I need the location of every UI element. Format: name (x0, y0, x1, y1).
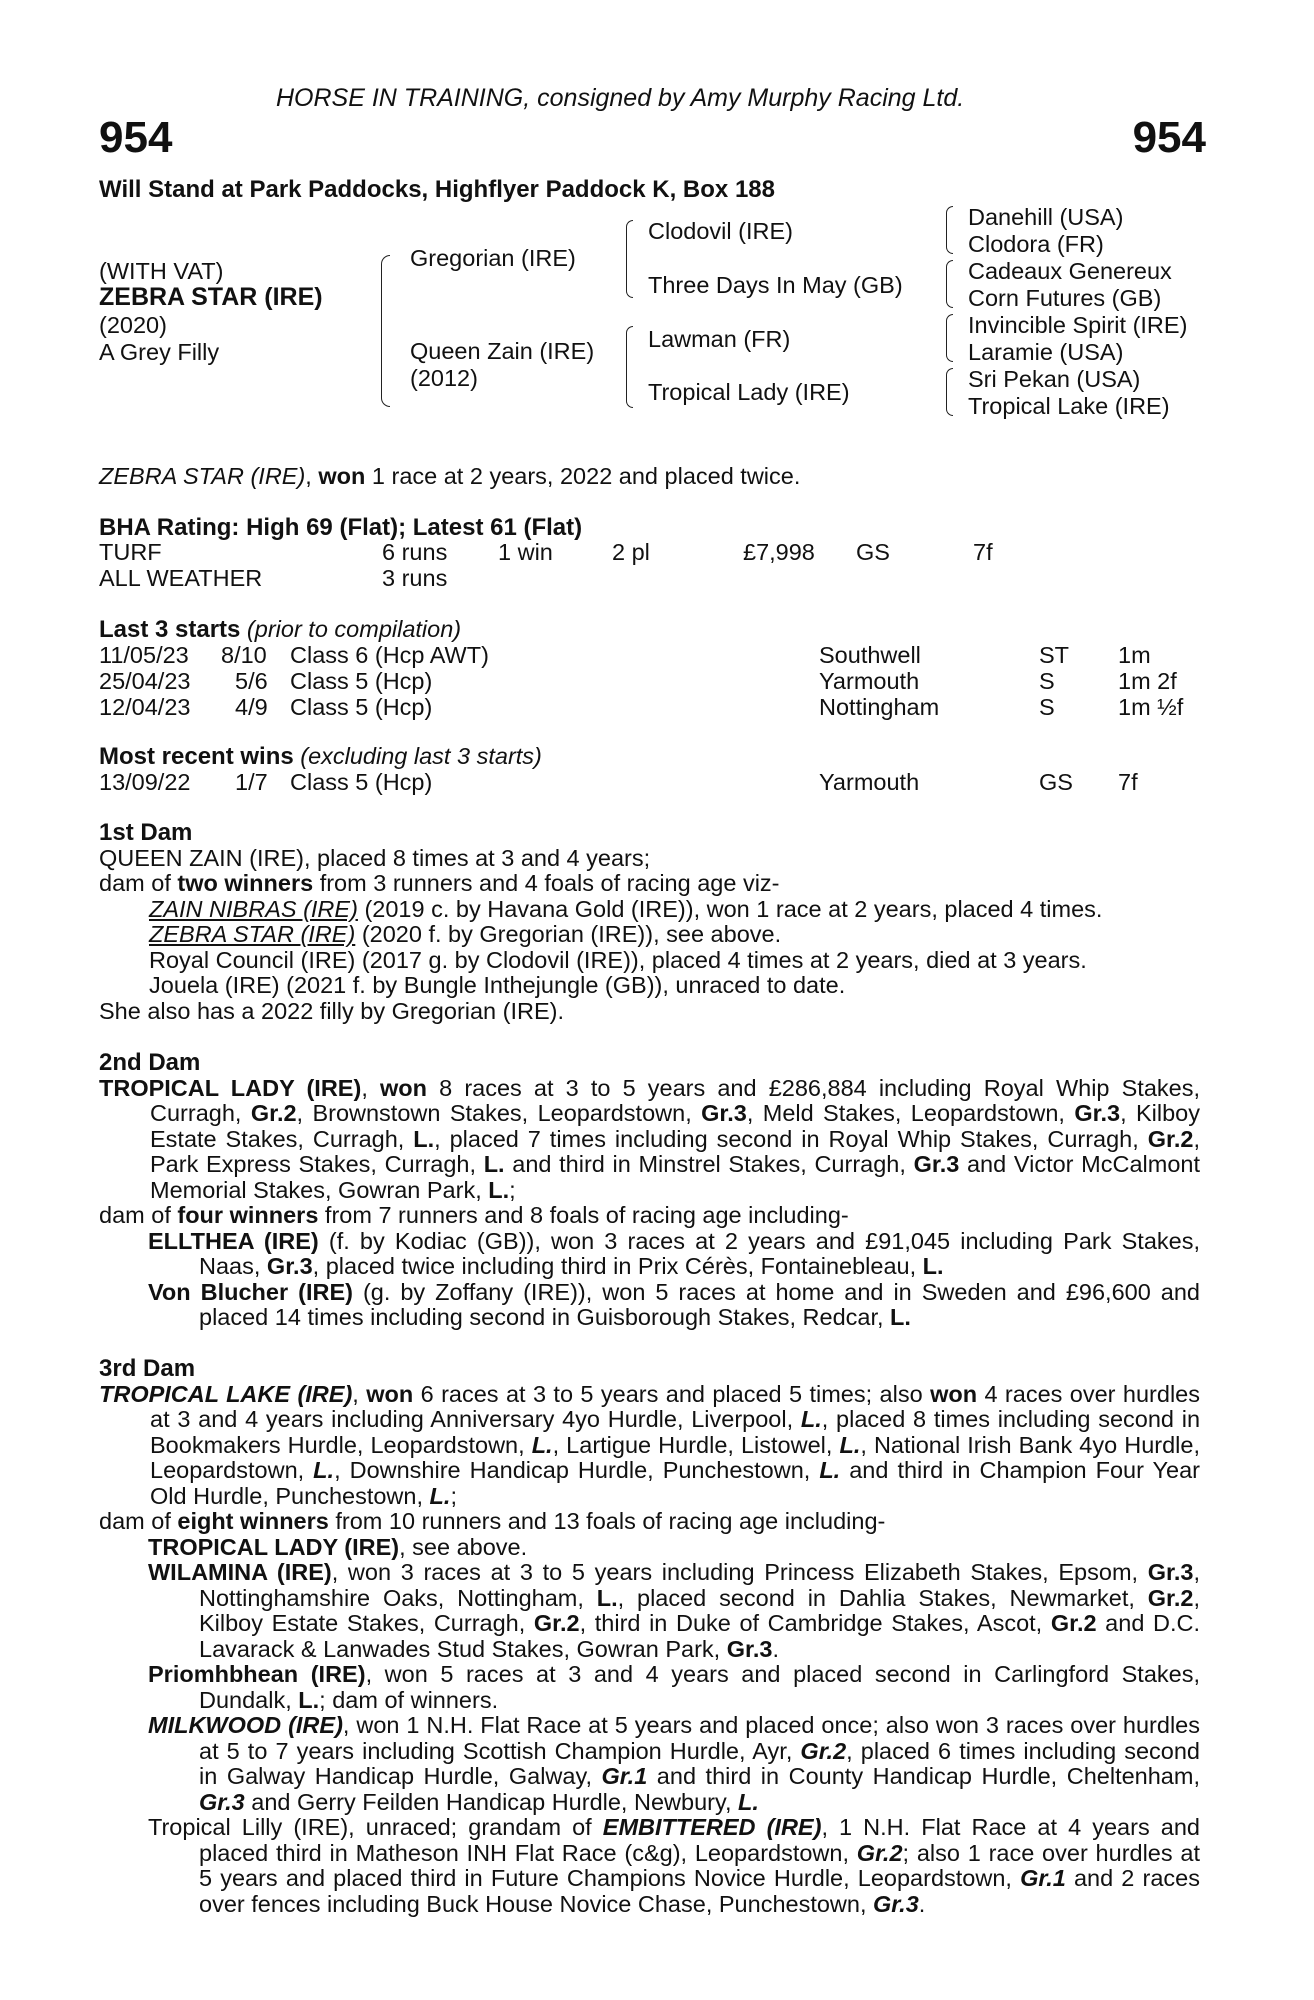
text: 4 races over hurdles at 3 and 4 years including Anniversary 4yo Hurdle, Liverpool, (150, 1380, 1200, 1432)
recent-wins-title: Most recent wins (99, 743, 294, 770)
text: ; dam of winners. (319, 1686, 499, 1713)
grade: Gr.2 (856, 1839, 903, 1866)
text: and third in Champion Four Year Old Hurdle, Punchestown, (150, 1457, 1200, 1509)
text: , Brownstown Stakes, Leopardstown, (296, 1100, 702, 1126)
grade: Gr.3 (266, 1253, 313, 1279)
consignment-line: HORSE IN TRAINING, consigned by Amy Murphy Racing Ltd. (276, 84, 965, 112)
text: , Lartigue Hurdle, Listowel, (552, 1431, 840, 1458)
race-date: 13/09/22 (99, 769, 191, 795)
pedigree-sire-sire: Clodovil (IRE) (648, 218, 793, 244)
second-dam-section (99, 1050, 1200, 1331)
text: , placed 8 times including second in Bookmakers Hurdle, Leopardstown, (150, 1406, 1201, 1458)
text: and Gerry Feilden Handicap Hurdle, Newbury, (244, 1788, 739, 1815)
first-dam-line: QUEEN ZAIN (IRE), placed 8 times at 3 and 4 years; (99, 844, 651, 871)
grade: L. (298, 1686, 320, 1713)
pedigree-dam-sire: Lawman (FR) (648, 326, 791, 352)
text: from 3 runners and 4 foals of racing age viz- (313, 870, 780, 896)
text: dam of (99, 1202, 178, 1228)
produce-name: ZEBRA STAR (IRE) (149, 921, 356, 947)
produce-item (99, 922, 1200, 948)
text: , Park Express Stakes, Curragh, (150, 1125, 1200, 1177)
grade: L. (800, 1406, 822, 1432)
rating-prize: £7,998 (743, 539, 815, 565)
race-going: ST (1039, 642, 1070, 668)
first-dam-section (99, 820, 1200, 1024)
second-dam-produce-line (99, 1203, 1200, 1229)
text: , National Irish Bank 4yo Hurdle, Leopardstown, (150, 1431, 1201, 1483)
race-class: Class 5 (Hcp) (290, 769, 433, 795)
text: , Kilboy Estate Stakes, Curragh, (150, 1100, 1200, 1152)
text: and third in County Handicap Hurdle, Cheltenham, (647, 1763, 1200, 1789)
race-date: 25/04/23 (99, 668, 191, 694)
rating-placed: 2 pl (612, 539, 650, 565)
text: , won 3 races at 3 to 5 years including Princess Elizabeth Stakes, Epsom, (331, 1559, 1148, 1585)
horse-name: ZEBRA STAR (IRE) (99, 283, 323, 311)
produce-item (99, 1713, 1200, 1815)
rating-surface: TURF (99, 539, 162, 565)
recent-wins-heading (99, 744, 542, 770)
race-going: S (1039, 668, 1055, 694)
produce-item: Jouela (IRE) (2021 f. by Bungle Inthejungle (GB)), unraced to date. (149, 972, 846, 998)
race-distance: 7f (1118, 769, 1138, 795)
race-going: GS (1039, 769, 1073, 795)
won: won (930, 1380, 978, 1407)
third-dam-heading: 3rd Dam (99, 1355, 196, 1382)
last-starts-heading (99, 617, 461, 643)
race-going: S (1039, 694, 1055, 720)
text: from 7 runners and 8 foals of racing age including- (318, 1202, 849, 1228)
pedigree-dss: Invincible Spirit (IRE) (968, 312, 1188, 338)
text: , placed 7 times including second in Royal Whip Stakes, Curragh, (434, 1125, 1148, 1152)
last-starts-note: (prior to compilation) (240, 616, 462, 642)
race-course: Yarmouth (819, 668, 920, 694)
pedigree-dsd: Laramie (USA) (968, 339, 1124, 365)
third-dam-produce-line (99, 1509, 1200, 1535)
rating-distance: 7f (973, 539, 993, 565)
pedigree-brace (946, 260, 953, 308)
race-class: Class 6 (Hcp AWT) (290, 642, 489, 668)
produce-item (99, 1535, 1200, 1561)
text: dam of (99, 870, 178, 896)
grade: L. (738, 1788, 759, 1815)
summary-horse-name: ZEBRA STAR (IRE) (99, 463, 306, 489)
produce-item (99, 1229, 1200, 1280)
text: , see above. (399, 1533, 528, 1560)
grade: Gr.2 (533, 1610, 580, 1636)
text: from 10 runners and 13 foals of racing age including- (328, 1508, 886, 1534)
grade: L. (413, 1125, 435, 1152)
text: , placed twice including third in Prix Cérès, Fontainebleau, (312, 1253, 923, 1279)
text: . (918, 1890, 926, 1917)
text: . (772, 1635, 779, 1662)
pedigree-dam-dam: Tropical Lady (IRE) (648, 379, 850, 405)
race-position: 8/10 (221, 642, 267, 668)
text: (g. by Zoffany (IRE)), won 5 races at home and in Sweden and £96,600 and placed 14 times including second in Guisborough Stakes, Redcar, (199, 1278, 1200, 1330)
text: (2019 c. by Havana Gold (IRE)), won 1 race at 2 years, placed 4 times. (357, 895, 1103, 922)
text: , Kilboy Estate Stakes, Curragh, (199, 1584, 1201, 1636)
pedigree-sire: Gregorian (IRE) (410, 245, 576, 271)
race-class: Class 5 (Hcp) (290, 668, 433, 694)
grade: Gr.3 (1147, 1559, 1194, 1585)
winners-count: eight winners (177, 1508, 329, 1534)
produce-item (99, 1560, 1200, 1662)
dam-name: TROPICAL LADY (IRE) (99, 1074, 362, 1101)
text: , Nottinghamshire Oaks, Nottingham, (199, 1559, 1200, 1611)
grade: L. (313, 1457, 335, 1483)
text: and third in Minstrel Stakes, Curragh, (504, 1151, 914, 1177)
stand-location: Will Stand at Park Paddocks, Highflyer Paddock K, Box 188 (99, 176, 775, 203)
race-row (99, 643, 1219, 669)
rating-wins: 1 win (498, 539, 553, 565)
text: Tropical Lilly (IRE), unraced; grandam of (148, 1814, 603, 1840)
grade: L. (922, 1253, 944, 1279)
grade: L. (839, 1431, 861, 1458)
pedigree-brace (626, 326, 633, 408)
grade: Gr.2 (1147, 1584, 1194, 1611)
race-class: Class 5 (Hcp) (290, 694, 433, 720)
pedigree-brace (946, 368, 953, 416)
grade: Gr.2 (1050, 1610, 1097, 1636)
produce-name: MILKWOOD (IRE) (148, 1712, 343, 1738)
text: ; (450, 1482, 457, 1509)
produce-name: Priomhbhean (IRE) (148, 1661, 366, 1687)
grade: L. (531, 1431, 553, 1458)
produce-name: TROPICAL LADY (IRE) (148, 1533, 400, 1560)
produce-name: EMBITTERED (IRE) (602, 1814, 822, 1840)
pedigree-brace (381, 255, 390, 407)
text: ; (509, 1176, 516, 1203)
grade: Gr.1 (601, 1763, 648, 1789)
third-dam-section (99, 1356, 1200, 1917)
grade: Gr.3 (701, 1100, 747, 1126)
grade: Gr.2 (250, 1100, 297, 1126)
pedigree-dam: Queen Zain (IRE) (410, 338, 595, 364)
grade: L. (890, 1304, 911, 1330)
text: (f. by Kodiac (GB)), won 3 races at 2 years and £91,045 including Park Stakes, Naas, (199, 1227, 1201, 1279)
text: and D.C. Lavarack & Lanwades Stud Stakes, Gowran Park, (199, 1610, 1200, 1662)
text: , 1 N.H. Flat Race at 4 years and placed third in Matheson INH Flat Race (c&g), Leopardstown, (199, 1814, 1200, 1866)
pedigree-brace (626, 220, 633, 298)
rating-row (99, 566, 1219, 592)
grade: L. (483, 1151, 505, 1177)
first-dam-heading: 1st Dam (99, 819, 193, 846)
dam-name: TROPICAL LAKE (IRE) (99, 1380, 353, 1407)
grade: L. (429, 1482, 451, 1509)
grade: Gr.3 (913, 1151, 960, 1177)
produce-item (99, 1280, 1200, 1331)
rating-row (99, 540, 1219, 566)
pedigree-brace (946, 206, 953, 254)
produce-item: Royal Council (IRE) (2017 g. by Clodovil (IRE)), placed 4 times at 2 years, died at 3 years. (149, 946, 1087, 973)
text: dam of (99, 1508, 178, 1534)
second-dam-heading: 2nd Dam (99, 1049, 201, 1076)
lot-number-right: 954 (1132, 113, 1206, 162)
pedigree-ssd: Clodora (FR) (968, 231, 1104, 257)
produce-item (99, 1662, 1200, 1713)
text: , placed second in Dahlia Stakes, Newmarket, (617, 1584, 1148, 1611)
pedigree-dam-year: (2012) (410, 365, 478, 391)
pedigree-sire-dam: Three Days In May (GB) (648, 272, 903, 298)
race-position: 4/9 (235, 694, 268, 720)
lot-number-left: 954 (99, 113, 173, 162)
race-row (99, 669, 1219, 695)
vat-status: (WITH VAT) (99, 258, 224, 284)
text: ; also 1 race over hurdles at 5 years and placed third in Future Champions Novice Hurdle, Leopardstown, (199, 1839, 1200, 1891)
race-position: 1/7 (235, 769, 268, 795)
produce-name: ELLTHEA (IRE) (148, 1227, 319, 1254)
pedigree-sss: Danehill (USA) (968, 204, 1124, 230)
rating-runs: 3 runs (382, 565, 448, 591)
summary-rest: 1 race at 2 years, 2022 and placed twice. (365, 463, 801, 489)
race-distance: 1m 2f (1118, 668, 1177, 694)
pedigree-brace (946, 314, 953, 362)
text: , won 5 races at 3 and 4 years and placed second in Carlingford Stakes, Dundalk, (199, 1661, 1200, 1713)
text: and Victor McCalmont Memorial Stakes, Gowran Park, (150, 1151, 1200, 1203)
horse-year: (2020) (99, 312, 167, 338)
race-course: Yarmouth (819, 769, 920, 795)
grade: Gr.2 (1147, 1125, 1194, 1152)
summary-won: won (318, 463, 366, 489)
pedigree-dds: Sri Pekan (USA) (968, 366, 1141, 392)
race-row (99, 770, 1219, 796)
text: 6 races at 3 to 5 years and placed 5 times; also (413, 1380, 931, 1407)
pedigree-sdd: Corn Futures (GB) (968, 285, 1162, 311)
second-dam-record: TROPICAL LADY (IRE), won 8 races at 3 to 5 years and £286,884 including Royal Whip Stakes, Curragh, Gr.2, Brownstown Stakes, Leopardstown, Gr.3, Meld Stakes, Leopardstown, Gr.3, Kilboy Estate Stakes, Curragh, L., placed 7 times including second in Royal Whip Stakes, Curragh, Gr.2, Park Express Stakes, Curragh, L. and third in Minstrel Stakes, Curragh, Gr.3 and Victor McCalmont Memorial Stakes, Gowran Park, L.; (99, 1074, 1200, 1203)
race-row (99, 695, 1219, 721)
race-date: 12/04/23 (99, 694, 191, 720)
third-dam-record (99, 1382, 1200, 1510)
grade: Gr.3 (726, 1635, 773, 1662)
text: , Downshire Handicap Hurdle, Punchestown, (334, 1457, 820, 1483)
grade: Gr.1 (1020, 1865, 1066, 1891)
won: won (366, 1380, 414, 1407)
race-course: Southwell (819, 642, 921, 668)
text: 8 races at 3 to 5 years and £286,884 including Royal Whip Stakes, Curragh, (150, 1074, 1200, 1126)
race-distance: 1m (1118, 642, 1151, 668)
race-date: 11/05/23 (99, 642, 189, 668)
race-position: 5/6 (235, 668, 268, 694)
produce-name: Von Blucher (IRE) (148, 1278, 353, 1305)
grade: L. (596, 1584, 618, 1611)
grade: Gr.3 (1074, 1100, 1121, 1126)
bha-rating-heading: BHA Rating: High 69 (Flat); Latest 61 (Flat) (99, 514, 583, 541)
rating-runs: 6 runs (382, 539, 448, 565)
won: won (379, 1074, 427, 1101)
race-course: Nottingham (819, 694, 940, 720)
winners-count: two winners (177, 870, 314, 896)
grade: Gr.3 (199, 1788, 245, 1815)
text: and 2 races over fences including Buck House Novice Chase, Punchestown, (199, 1865, 1200, 1917)
grade: Gr.3 (873, 1890, 919, 1917)
horse-description: A Grey Filly (99, 339, 220, 365)
pedigree-sds: Cadeaux Genereux (968, 258, 1172, 284)
text: , (352, 1380, 367, 1407)
text: , placed 6 times including second in Galway Handicap Hurdle, Galway, (199, 1737, 1201, 1789)
last-starts-title: Last 3 starts (99, 616, 241, 643)
text: , third in Duke of Cambridge Stakes, Ascot, (579, 1610, 1051, 1636)
produce-item (99, 897, 1200, 923)
text: (2020 f. by Gregorian (IRE)), see above. (355, 921, 782, 947)
first-dam-also: She also has a 2022 filly by Gregorian (IRE). (99, 997, 565, 1024)
recent-wins-note: (excluding last 3 starts) (293, 743, 542, 769)
summary-sep: , (305, 463, 319, 489)
produce-name: ZAIN NIBRAS (IRE) (149, 895, 358, 922)
first-dam-produce-line (99, 871, 1200, 897)
grade: L. (488, 1176, 510, 1203)
rating-going: GS (856, 539, 890, 565)
grade: Gr.2 (800, 1737, 847, 1764)
pedigree-ddd: Tropical Lake (IRE) (968, 393, 1170, 419)
rating-surface: ALL WEATHER (99, 565, 263, 591)
text: , Meld Stakes, Leopardstown, (746, 1100, 1075, 1126)
winners-count: four winners (177, 1202, 319, 1228)
grade: L. (819, 1457, 841, 1483)
text: , won 1 N.H. Flat Race at 5 years and placed once; also won 3 races over hurdles at 5 to 7 years including Scottish Champion Hurdle, Ayr, (199, 1712, 1200, 1764)
produce-name: WILAMINA (IRE) (148, 1559, 332, 1585)
produce-item (99, 1815, 1200, 1917)
race-summary (99, 464, 800, 490)
race-distance: 1m ½f (1118, 694, 1184, 720)
